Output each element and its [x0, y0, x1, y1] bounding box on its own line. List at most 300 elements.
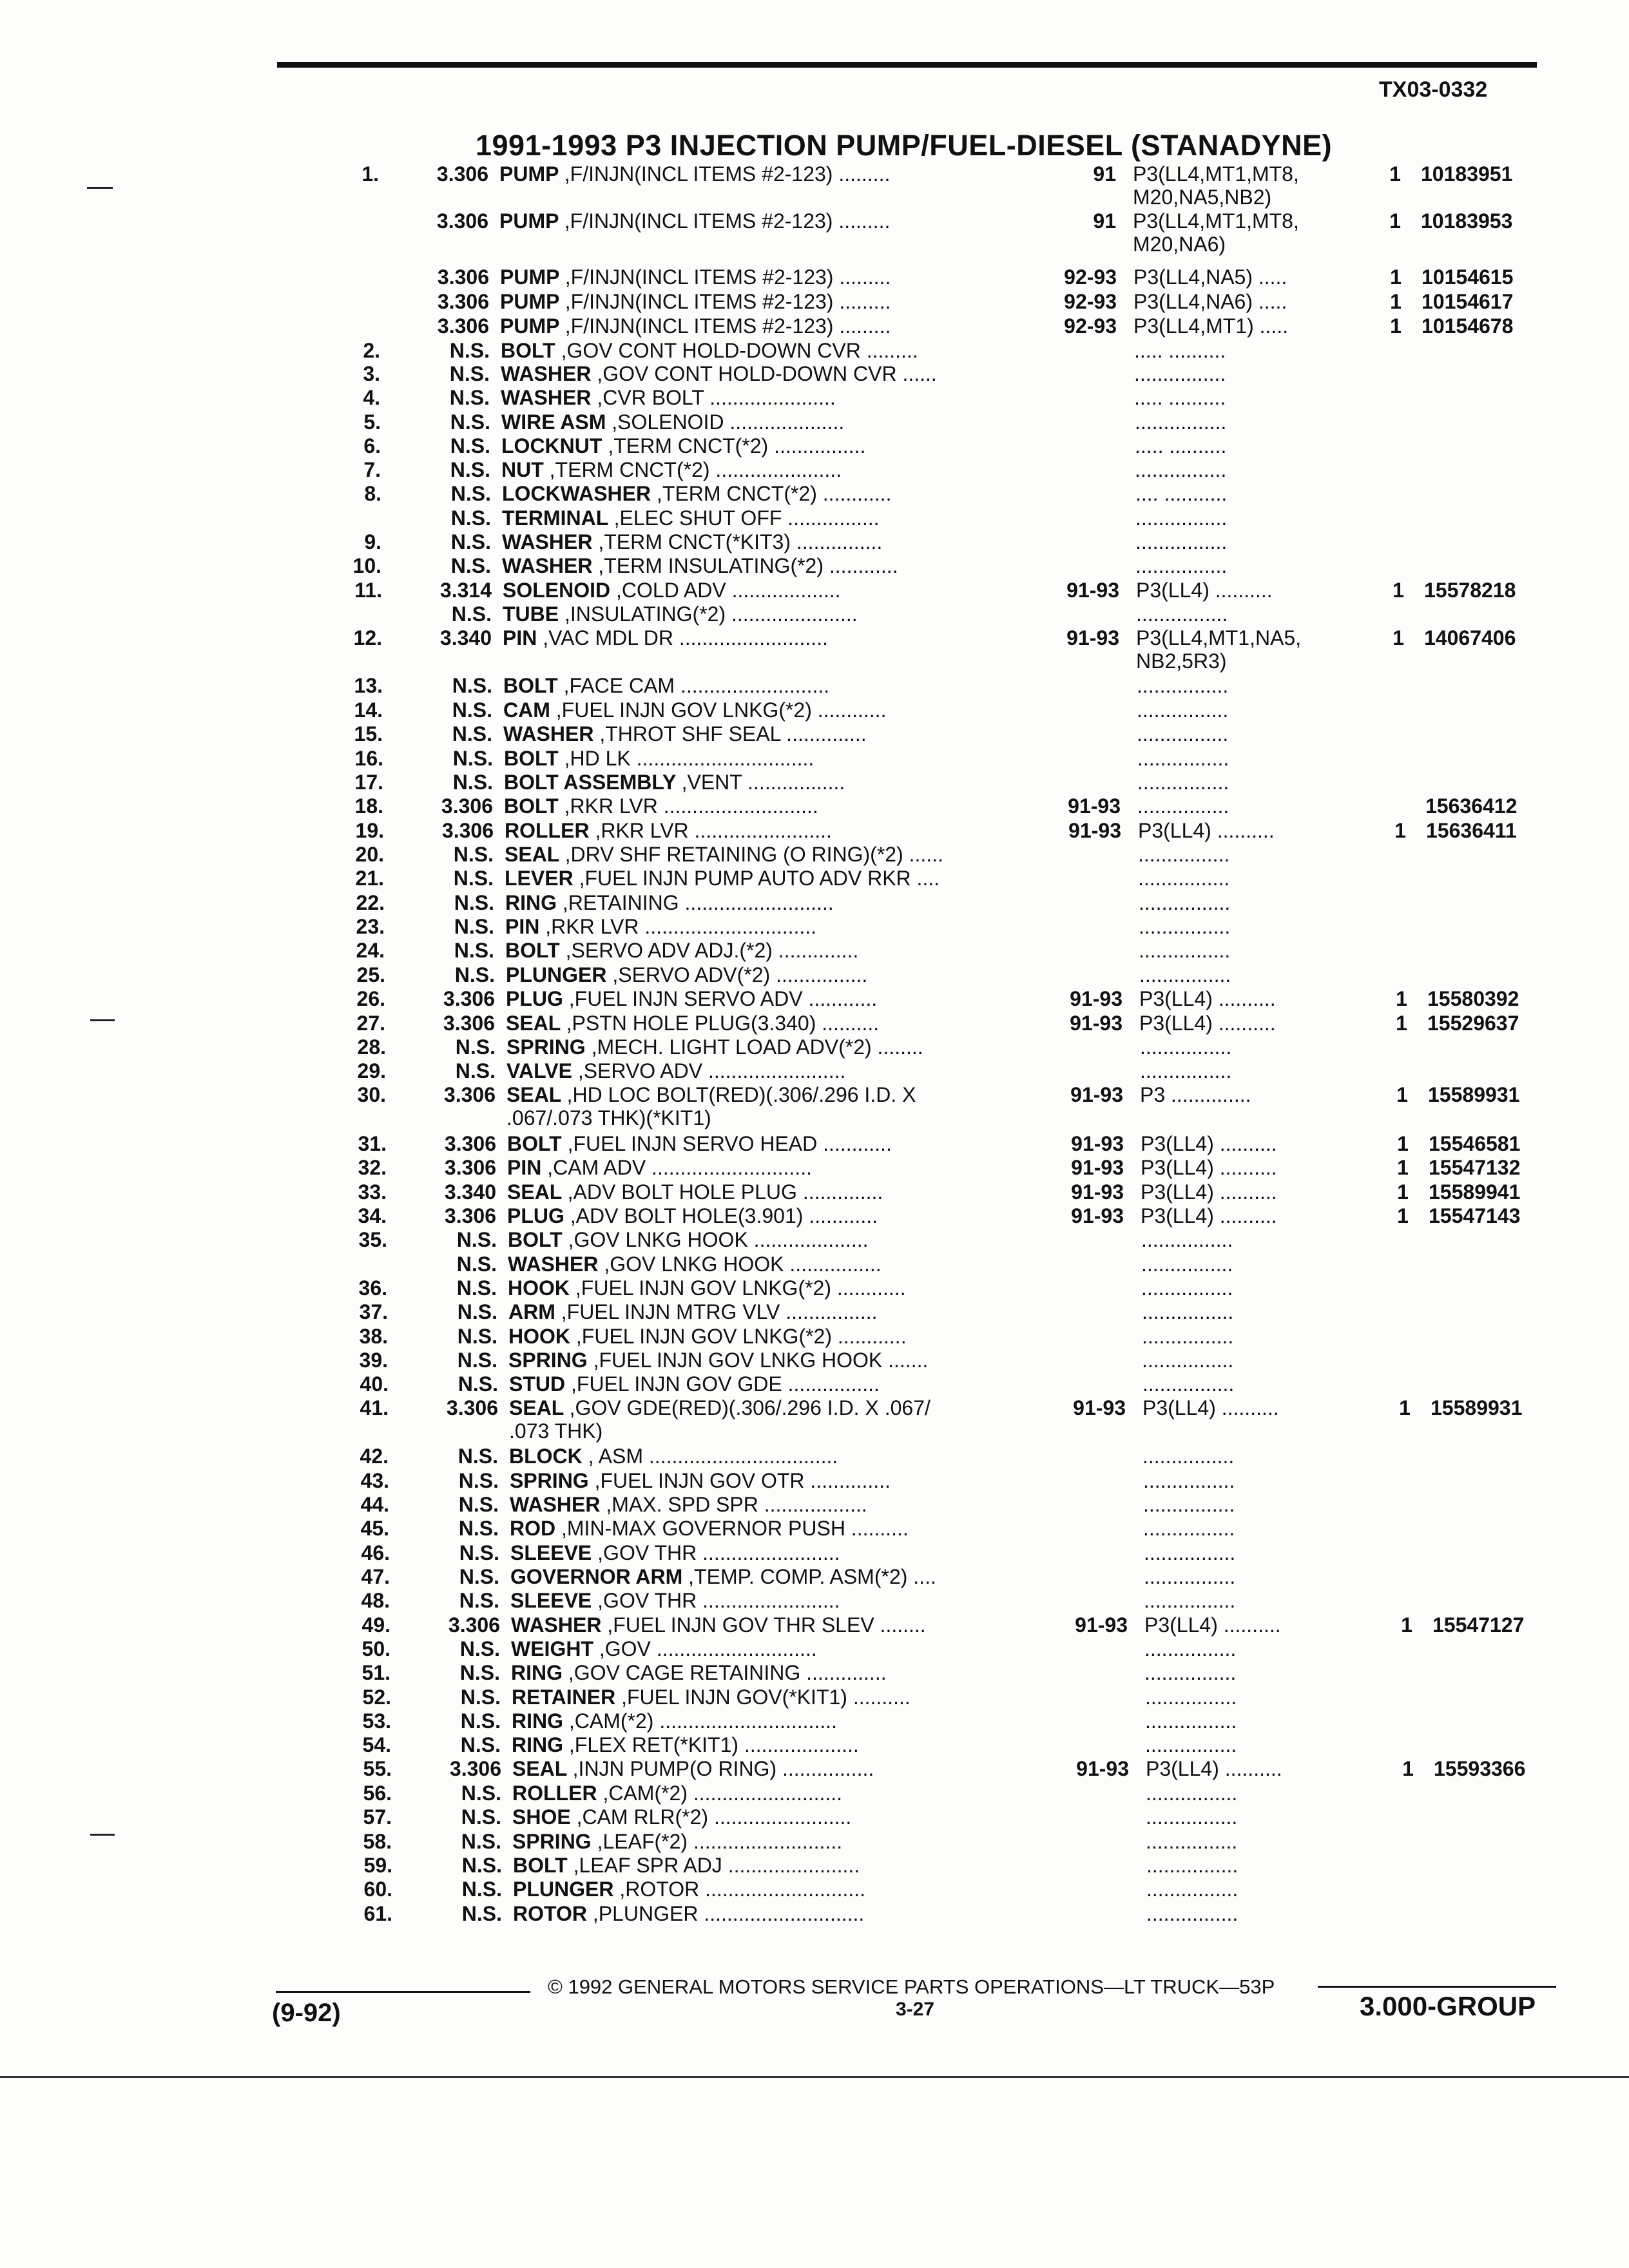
item-grp: N.S. [453, 843, 494, 866]
item-app: ................ [1137, 747, 1229, 770]
item-modifier: ,FUEL INJN GOV GDE ................ [571, 1372, 880, 1396]
item-part: 10183951 [1421, 162, 1513, 186]
item-grp: N.S. [452, 698, 492, 722]
item-grp: N.S. [459, 1589, 499, 1612]
item-modifier: ,FUEL INJN GOV(*KIT1) .......... [621, 1686, 911, 1709]
item-grp: 3.306 [443, 987, 495, 1010]
item-description [508, 1300, 1043, 1323]
item-grp: N.S. [450, 506, 491, 530]
item-description [501, 458, 1036, 481]
page-title: 1991-1993 P3 INJECTION PUMP/FUEL-DIESEL (STANADYNE) [476, 129, 1333, 162]
item-num: 23. [356, 915, 385, 938]
item-app: ................ [1144, 1661, 1237, 1684]
item-qty: 1 [1401, 1613, 1412, 1637]
item-noun: WASHER [511, 1613, 608, 1637]
item-grp: 3.314 [439, 579, 492, 602]
item-modifier: ,TERM INSULATING(*2) ............ [598, 554, 898, 577]
item-noun: WASHER [503, 722, 600, 745]
item-noun: CAM [503, 698, 556, 722]
item-grp: N.S. [450, 410, 490, 434]
item-modifier: ,MIN-MAX GOVERNOR PUSH .......... [561, 1517, 909, 1540]
item-grp: 3.306 [437, 314, 489, 338]
item-grp: N.S. [458, 1517, 499, 1540]
item-app: P3(LL4) .......... [1141, 1204, 1277, 1227]
item-modifier: ,HD LK ............................... [564, 747, 815, 770]
item-part: 15589931 [1431, 1396, 1523, 1419]
item-grp: N.S. [460, 1709, 501, 1733]
item-part: 15578218 [1424, 579, 1516, 602]
item-num: 25. [356, 963, 385, 986]
item-description [510, 1541, 1045, 1564]
item-description [507, 1132, 1042, 1155]
item-app: ................ [1137, 674, 1229, 697]
item-app: ................ [1142, 1349, 1234, 1372]
item-modifier: ,GOV CONT HOLD-DOWN CVR ......... [561, 339, 918, 362]
item-noun: BOLT [513, 1854, 574, 1877]
item-modifier: ,TERM CNCT(*2) ...................... [549, 458, 842, 481]
item-description [508, 1325, 1043, 1348]
item-app: P3(LL4) .......... [1139, 987, 1276, 1010]
item-description [509, 1396, 1044, 1443]
item-modifier: ,GOV GDE(RED)(.306/.296 I.D. X .067/ .073 THK) [509, 1396, 930, 1443]
item-part: 15593366 [1434, 1757, 1526, 1780]
item-grp: N.S. [458, 1469, 499, 1492]
item-noun: PUMP [500, 265, 565, 289]
item-modifier: ,F/INJN(INCL ITEMS #2-123) ......... [564, 265, 891, 289]
item-modifier: ,VENT ................. [681, 771, 845, 794]
item-app: ................ [1139, 915, 1231, 938]
item-app: ................ [1139, 939, 1231, 962]
item-qty: 1 [1396, 1012, 1407, 1035]
item-num: 17. [354, 771, 383, 794]
item-num: 6. [363, 434, 381, 457]
item-modifier: ,THROT SHF SEAL .............. [599, 722, 867, 745]
item-description [500, 314, 1035, 338]
item-noun: WIRE ASM [501, 410, 612, 434]
item-noun: WASHER [501, 362, 597, 385]
item-modifier: ,FUEL INJN GOV OTR .............. [594, 1469, 891, 1492]
item-grp: N.S. [461, 1878, 502, 1901]
item-app: ................ [1137, 722, 1229, 745]
item-num: 13. [354, 674, 383, 697]
item-app: ................ [1144, 1565, 1236, 1588]
item-qty: 1 [1390, 314, 1402, 338]
item-part: 15636412 [1425, 794, 1518, 818]
item-app: ................ [1145, 1709, 1237, 1733]
item-modifier: ,TERM CNCT(*KIT3) ............... [598, 530, 883, 553]
item-num: 53. [362, 1709, 391, 1733]
item-modifier: ,FUEL INJN GOV LNKG(*2) ............ [575, 1276, 906, 1300]
item-app: ................ [1146, 1782, 1238, 1805]
item-noun: PLUNGER [506, 963, 613, 986]
item-app: .... ........... [1135, 482, 1228, 505]
item-grp: 3.306 [444, 1204, 496, 1227]
item-grp: 3.306 [441, 794, 493, 818]
item-app: P3(LL4) .......... [1141, 1132, 1277, 1155]
item-modifier: ,CAM(*2) ............................... [568, 1709, 837, 1733]
item-grp: N.S. [449, 386, 490, 409]
item-grp: N.S. [452, 674, 492, 697]
item-app: ................ [1143, 1517, 1235, 1540]
item-grp: N.S. [451, 602, 492, 626]
item-modifier: ,MECH. LIGHT LOAD ADV(*2) ........ [591, 1035, 923, 1059]
item-app: ................ [1135, 410, 1227, 434]
item-yr: 91 [1093, 209, 1116, 233]
item-app: ................ [1143, 1493, 1235, 1516]
copyright-notice: © 1992 GENERAL MOTORS SERVICE PARTS OPERATIONS—LT TRUCK—53P [548, 1975, 1275, 1998]
item-num: 61. [363, 1902, 392, 1925]
item-grp: 3.340 [444, 1180, 496, 1204]
item-yr: 91-93 [1076, 1757, 1129, 1780]
item-num: 33. [358, 1180, 387, 1204]
item-description [502, 482, 1037, 505]
item-modifier: ,PLUNGER ............................ [592, 1902, 865, 1925]
item-num: 21. [355, 867, 384, 890]
item-modifier: ,FUEL INJN PUMP AUTO ADV RKR .... [579, 867, 940, 890]
item-yr: 91-93 [1070, 987, 1123, 1010]
item-app: ................ [1142, 1372, 1235, 1396]
item-grp: N.S. [455, 1059, 496, 1082]
item-description [502, 554, 1037, 577]
item-description [501, 339, 1036, 362]
item-yr: 92-93 [1064, 290, 1117, 313]
item-noun: SHOE [512, 1805, 577, 1829]
item-grp: 3.306 [446, 1396, 498, 1419]
item-app: ................ [1137, 771, 1229, 794]
item-grp: N.S. [456, 1276, 497, 1300]
item-modifier: ,VAC MDL DR .......................... [543, 626, 828, 649]
item-num: 30. [357, 1083, 386, 1106]
item-grp: N.S. [450, 458, 490, 481]
item-modifier: ,SOLENOID .................... [612, 410, 845, 434]
item-description [506, 987, 1041, 1010]
item-grp: N.S. [459, 1541, 499, 1564]
item-grp: 3.306 [443, 1083, 496, 1106]
item-num: 7. [363, 458, 381, 481]
item-num: 24. [356, 939, 385, 962]
item-app: P3(LL4,MT1,NA5, NB2,5R3) [1136, 626, 1302, 673]
item-noun: ROD [510, 1517, 561, 1540]
item-description [511, 1661, 1046, 1684]
item-modifier: ,TERM CNCT(*2) ................ [608, 434, 866, 457]
item-app: ................ [1142, 1325, 1234, 1348]
item-app: ................ [1137, 794, 1229, 818]
item-modifier: ,ROTOR ............................ [619, 1878, 866, 1901]
item-description [503, 722, 1038, 745]
item-noun: VALVE [506, 1059, 578, 1082]
item-modifier: ,ADV BOLT HOLE(3.901) ............ [570, 1204, 878, 1227]
item-num: 18. [354, 794, 383, 818]
item-noun: WASHER [508, 1253, 604, 1276]
item-noun: BOLT [504, 747, 564, 770]
footer-rule-right [1318, 1986, 1556, 1988]
item-noun: PIN [505, 915, 546, 938]
item-num: 55. [363, 1757, 392, 1780]
item-part: 15589931 [1428, 1083, 1520, 1106]
item-num: 36. [358, 1276, 387, 1300]
item-noun: PUMP [499, 162, 564, 186]
item-app: ................ [1144, 1541, 1236, 1564]
item-app: ................ [1135, 506, 1228, 530]
item-num: 34. [358, 1204, 387, 1227]
item-grp: N.S. [458, 1372, 498, 1396]
item-noun: SLEEVE [510, 1541, 598, 1564]
item-grp: N.S. [456, 1228, 497, 1251]
item-noun: LOCKWASHER [502, 482, 657, 505]
item-description [503, 698, 1038, 722]
item-grp: N.S. [454, 939, 494, 962]
item-grp: 3.306 [436, 209, 488, 233]
item-noun: SEAL [512, 1757, 573, 1780]
item-description [504, 771, 1039, 794]
item-description [512, 1757, 1047, 1780]
item-num: 8. [364, 482, 381, 505]
item-app: ................ [1142, 1445, 1235, 1468]
item-num: 44. [360, 1493, 389, 1516]
item-grp: N.S. [450, 482, 491, 505]
item-description [501, 410, 1036, 434]
item-modifier: ,LEAF(*2) .......................... [597, 1830, 843, 1853]
item-qty: 1 [1397, 1204, 1409, 1227]
item-num: 56. [363, 1782, 392, 1805]
item-description [506, 963, 1041, 986]
item-grp: 3.306 [443, 1012, 495, 1035]
item-noun: SEAL [506, 1083, 567, 1106]
item-yr: 91-93 [1071, 1156, 1124, 1179]
item-description [505, 915, 1040, 938]
item-app: ................ [1135, 530, 1228, 553]
item-modifier: ,RETAINING .......................... [562, 891, 834, 914]
item-part: 15547132 [1429, 1156, 1521, 1179]
item-modifier: ,FUEL INJN GOV LNKG(*2) ............ [555, 698, 887, 722]
item-noun: WASHER [510, 1493, 606, 1516]
item-app: ................ [1146, 1854, 1239, 1877]
item-grp: 3.306 [449, 1757, 501, 1780]
item-modifier: ,PSTN HOLE PLUG(3.340) .......... [566, 1012, 880, 1035]
item-part: 15636411 [1426, 819, 1517, 842]
revision-date: (9-92) [272, 1999, 341, 2027]
footer-rule-left [276, 1991, 530, 1993]
item-noun: SPRING [512, 1830, 597, 1853]
item-description [500, 265, 1035, 289]
item-modifier: ,SERVO ADV ........................ [577, 1059, 846, 1082]
item-num: 52. [362, 1686, 391, 1709]
item-description [505, 843, 1039, 866]
item-modifier: ,HD LOC BOLT(RED)(.306/.296 I.D. X .067/.073 THK)(*KIT1) [506, 1083, 916, 1129]
item-noun: WASHER [501, 386, 597, 409]
item-description [505, 891, 1040, 914]
item-noun: PIN [503, 626, 543, 649]
item-grp: 3.306 [441, 819, 494, 842]
item-description [511, 1613, 1046, 1637]
item-app: P3(LL4,MT1,MT8, M20,NA5,NB2) [1133, 162, 1299, 209]
item-part: 10183953 [1421, 209, 1513, 233]
item-app: ................ [1141, 1228, 1233, 1251]
item-modifier: ,FUEL INJN SERVO ADV ............ [568, 987, 878, 1010]
item-grp: N.S. [456, 1253, 497, 1276]
item-description [511, 1637, 1046, 1660]
item-part: 15547127 [1432, 1613, 1525, 1637]
item-app: ................ [1144, 1637, 1237, 1660]
item-app: ................ [1141, 1253, 1233, 1276]
item-yr: 91-93 [1070, 1012, 1123, 1035]
item-qty: 1 [1390, 290, 1402, 313]
item-description [506, 1083, 1041, 1129]
item-app: P3 .............. [1140, 1083, 1251, 1106]
item-grp: N.S. [449, 339, 490, 362]
item-num: 51. [361, 1661, 390, 1684]
item-description [508, 1228, 1043, 1251]
item-description [499, 162, 1034, 186]
item-num: 41. [360, 1396, 389, 1419]
item-description [504, 747, 1039, 770]
item-num: 11. [354, 579, 382, 602]
item-grp: N.S. [454, 963, 495, 986]
item-app: P3(LL4) .......... [1136, 579, 1273, 602]
item-noun: RING [505, 891, 563, 914]
item-qty: 1 [1396, 1083, 1408, 1106]
item-grp: 3.340 [439, 626, 492, 649]
item-part: 15547143 [1429, 1204, 1521, 1227]
item-app: ................ [1146, 1902, 1239, 1925]
item-modifier: ,CVR BOLT ...................... [597, 386, 836, 409]
item-qty: 1 [1402, 1757, 1414, 1780]
item-grp: N.S. [449, 362, 490, 385]
item-grp: N.S. [450, 554, 491, 577]
item-app: ................ [1143, 1469, 1235, 1492]
item-noun: RING [512, 1733, 569, 1756]
item-description [506, 1059, 1041, 1082]
item-description [501, 434, 1036, 457]
item-yr: 91-93 [1073, 1396, 1126, 1419]
item-noun: PLUG [506, 987, 569, 1010]
item-noun: TERMINAL [502, 506, 614, 530]
item-yr: 91-93 [1071, 1204, 1124, 1227]
item-noun: HOOK [508, 1325, 576, 1348]
item-description [506, 1012, 1041, 1035]
item-noun: PLUNGER [513, 1878, 620, 1901]
item-modifier: ,FUEL INJN SERVO HEAD ............ [567, 1132, 892, 1155]
item-modifier: , ASM ................................. [588, 1445, 838, 1468]
item-part: 15529637 [1427, 1012, 1519, 1035]
item-noun: TUBE [503, 602, 564, 626]
item-noun: GOVERNOR ARM [510, 1565, 689, 1588]
item-modifier: ,COLD ADV ................... [616, 579, 841, 602]
item-qty: 1 [1396, 987, 1407, 1010]
item-grp: N.S. [457, 1325, 497, 1348]
item-num: 3. [363, 362, 380, 385]
item-modifier: ,SERVO ADV ADJ.(*2) .............. [565, 939, 859, 962]
item-modifier: ,TERM CNCT(*2) ............ [657, 482, 892, 505]
item-app: P3(LL4,MT1,MT8, M20,NA6) [1133, 209, 1299, 256]
item-description [510, 1469, 1045, 1492]
item-modifier: ,MAX. SPD SPR .................. [606, 1493, 867, 1516]
item-description [512, 1686, 1046, 1709]
item-app: P3(LL4) .......... [1142, 1396, 1279, 1419]
item-grp: N.S. [454, 915, 494, 938]
item-description [509, 1372, 1044, 1396]
item-grp: N.S. [461, 1805, 501, 1829]
item-description [512, 1782, 1047, 1805]
item-app: ..... .......... [1134, 339, 1226, 362]
item-qty: 1 [1393, 579, 1404, 602]
item-qty: 1 [1389, 162, 1401, 186]
item-description [509, 1445, 1044, 1468]
item-noun: WASHER [502, 554, 599, 577]
item-modifier: ,FACE CAM .......................... [563, 674, 830, 697]
item-modifier: ,GOV LNKG HOOK ................ [604, 1253, 882, 1276]
item-app: P3(LL4,MT1) ..... [1133, 314, 1289, 338]
item-yr: 92-93 [1064, 314, 1117, 338]
item-app: P3(LL4) .......... [1139, 1012, 1276, 1035]
item-modifier: ,CAM ADV ............................ [547, 1156, 812, 1179]
item-num: 9. [364, 530, 381, 553]
item-num: 49. [361, 1613, 390, 1637]
item-num: 39. [359, 1349, 388, 1372]
item-modifier: ,FUEL INJN GOV LNKG(*2) ............ [575, 1325, 907, 1348]
item-description [502, 506, 1037, 530]
item-yr: 91-93 [1066, 579, 1119, 602]
item-modifier: ,TEMP. COMP. ASM(*2) .... [688, 1565, 936, 1588]
item-app: ................ [1139, 891, 1231, 914]
item-grp: N.S. [461, 1830, 501, 1853]
item-num: 40. [360, 1372, 389, 1396]
item-part: 10154617 [1422, 290, 1514, 313]
item-part: 15589941 [1429, 1180, 1521, 1204]
item-description [507, 1180, 1042, 1204]
item-qty: 1 [1390, 265, 1402, 289]
item-yr: 91-93 [1066, 626, 1119, 649]
item-grp: N.S. [457, 1349, 497, 1372]
item-app: ..... .......... [1135, 434, 1227, 457]
item-app: P3(LL4,NA5) ..... [1133, 265, 1287, 289]
item-grp: N.S. [460, 1686, 501, 1709]
item-description [507, 1156, 1042, 1179]
item-grp: 3.306 [436, 162, 488, 186]
item-num: 32. [358, 1156, 387, 1179]
item-modifier: ,FUEL INJN MTRG VLV ................ [561, 1300, 878, 1323]
item-grp: N.S. [452, 747, 493, 770]
item-description [505, 939, 1040, 962]
item-grp: N.S. [453, 867, 494, 890]
item-grp: N.S. [458, 1445, 498, 1468]
item-app: ................ [1135, 554, 1228, 577]
item-noun: RING [511, 1661, 568, 1684]
item-app: ................ [1135, 458, 1227, 481]
item-grp: N.S. [454, 891, 494, 914]
item-description [513, 1878, 1048, 1901]
item-noun: RETAINER [512, 1686, 622, 1709]
item-noun: BOLT [508, 1228, 568, 1251]
item-num: 37. [359, 1300, 388, 1323]
item-noun: SPRING [506, 1035, 592, 1059]
item-noun: SLEEVE [510, 1589, 598, 1612]
item-grp: N.S. [461, 1782, 501, 1805]
item-modifier: ,F/INJN(INCL ITEMS #2-123) ......... [564, 162, 891, 186]
item-description [507, 1204, 1042, 1227]
item-description [503, 626, 1037, 649]
item-qty: 1 [1397, 1156, 1409, 1179]
item-noun: PUMP [499, 209, 564, 233]
item-part: 10154615 [1422, 265, 1514, 289]
item-description [501, 386, 1036, 409]
item-description [504, 794, 1039, 818]
item-num: 57. [363, 1805, 392, 1829]
item-app: ................ [1138, 843, 1230, 866]
item-grp: N.S. [459, 1637, 500, 1660]
item-modifier: ,LEAF SPR ADJ ....................... [573, 1854, 860, 1877]
item-modifier: ,RKR LVR .............................. [545, 915, 817, 938]
